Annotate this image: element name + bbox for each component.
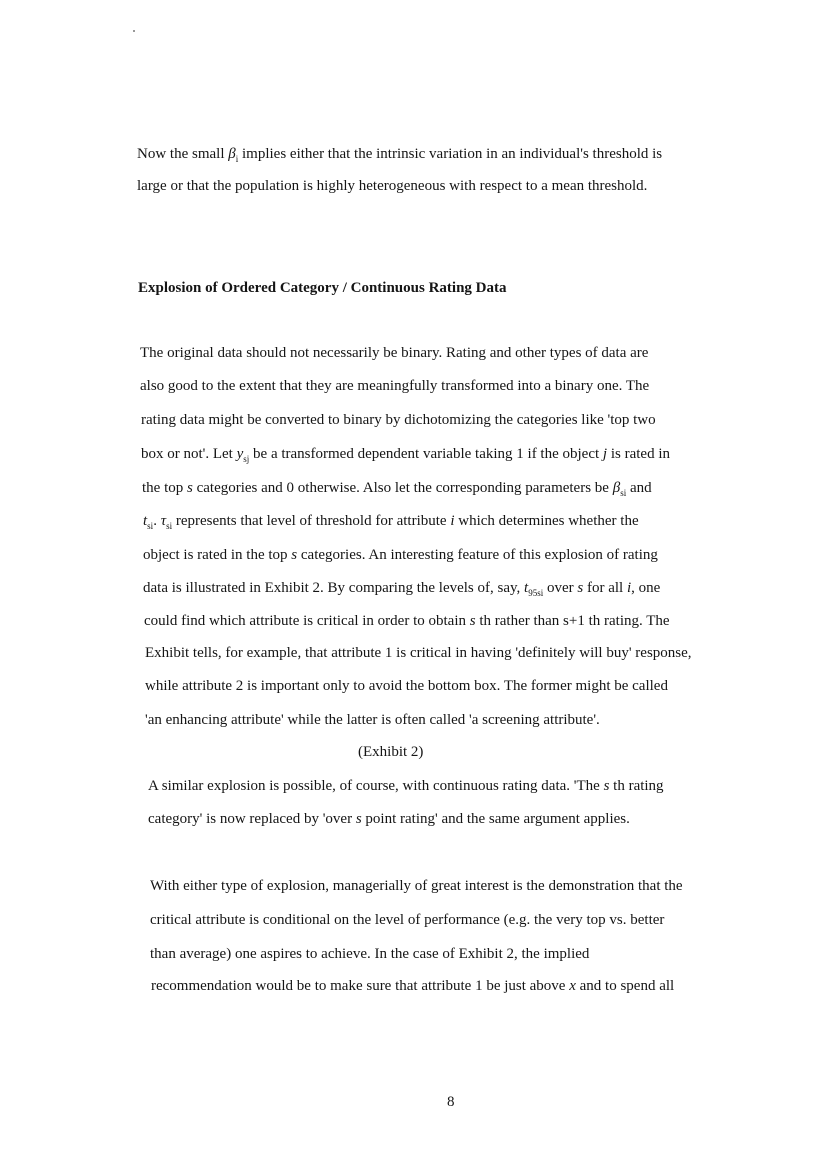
exhibit-reference: (Exhibit 2) bbox=[358, 744, 424, 760]
para2-line3: rating data might be converted to binary by dichotomizing the categories like 'top two bbox=[141, 412, 656, 428]
page-number: 8 bbox=[447, 1094, 455, 1110]
var-j: j bbox=[602, 446, 608, 462]
section-heading: Explosion of Ordered Category / Continuous Rating Data bbox=[138, 280, 507, 296]
text: categories. An interesting feature of this explosion of rating bbox=[297, 547, 658, 563]
var-i: i bbox=[450, 513, 455, 529]
scan-speck bbox=[133, 30, 135, 32]
text: which determines whether the bbox=[454, 513, 639, 529]
para2-line10: Exhibit tells, for example, that attribute 1 is critical in having 'definitely will buy' response, bbox=[145, 645, 692, 661]
var-t: t bbox=[524, 580, 529, 596]
text: recommendation would be to make sure that attribute 1 be just above bbox=[151, 978, 570, 994]
subscript: 95si bbox=[528, 588, 544, 598]
var-t: t bbox=[143, 513, 148, 529]
para4-line1: With either type of explosion, managerially of great interest is the demonstration that the bbox=[150, 878, 683, 894]
subscript: si bbox=[147, 521, 154, 531]
para2-line7 bbox=[143, 545, 658, 565]
para3-line2 bbox=[148, 809, 630, 829]
text: data is illustrated in Exhibit 2. By comparing the levels of, say, bbox=[143, 580, 525, 596]
tau-symbol: τ bbox=[160, 513, 167, 529]
text: A similar explosion is possible, of course, with continuous rating data. 'The bbox=[148, 778, 604, 794]
text: represents that level of threshold for attribute bbox=[172, 513, 451, 529]
para4-line4 bbox=[151, 976, 674, 996]
para2-line11: while attribute 2 is important only to avoid the bottom box. The former might be called bbox=[145, 678, 668, 694]
var-s: s bbox=[291, 547, 298, 563]
para3-line1 bbox=[148, 776, 664, 796]
text: for all bbox=[583, 580, 627, 596]
subscript: sj bbox=[243, 454, 250, 464]
text: , one bbox=[631, 580, 661, 596]
text: could find which attribute is critical in order to obtain bbox=[144, 613, 470, 629]
beta-symbol: β bbox=[612, 480, 621, 496]
text: category' is now replaced by 'over bbox=[148, 811, 356, 827]
text: box or not'. Let bbox=[141, 446, 237, 462]
para2-line2: also good to the extent that they are meaningfully transformed into a binary one. The bbox=[140, 378, 650, 394]
text: . bbox=[153, 513, 161, 529]
para1-line2: large or that the population is highly heterogeneous with respect to a mean threshold. bbox=[137, 178, 648, 194]
para2-line6 bbox=[143, 511, 639, 536]
para2-line4 bbox=[141, 444, 670, 469]
text: categories and 0 otherwise. Also let the corresponding parameters be bbox=[192, 480, 613, 496]
para2-line9 bbox=[144, 611, 670, 631]
text: th rating bbox=[609, 778, 664, 794]
var-y: y bbox=[236, 446, 244, 462]
para2-line8 bbox=[143, 578, 660, 603]
para2-line5 bbox=[142, 478, 652, 503]
para2-line1: The original data should not necessarily be binary. Rating and other types of data are bbox=[140, 345, 649, 361]
text: object is rated in the top bbox=[143, 547, 292, 563]
text: point rating' and the same argument applies. bbox=[361, 811, 630, 827]
para4-line3: than average) one aspires to achieve. In the case of Exhibit 2, the implied bbox=[150, 946, 590, 962]
var-i: i bbox=[626, 580, 632, 596]
para4-line2: critical attribute is conditional on the level of performance (e.g. the very top vs. better bbox=[150, 912, 665, 928]
subscript: si bbox=[166, 521, 173, 531]
text: is rated in bbox=[607, 446, 670, 462]
var-s: s bbox=[469, 613, 476, 629]
para2-line12: 'an enhancing attribute' while the latter is often called 'a screening attribute'. bbox=[145, 712, 600, 728]
text: and to spend all bbox=[575, 978, 675, 994]
subscript: si bbox=[620, 488, 627, 498]
var-s: s bbox=[355, 811, 362, 827]
var-x: x bbox=[569, 978, 576, 994]
var-s: s bbox=[603, 778, 610, 794]
text: and bbox=[626, 480, 652, 496]
var-s: s bbox=[187, 480, 193, 496]
text: the top bbox=[142, 480, 187, 496]
subscript: i bbox=[235, 154, 239, 164]
var-s: s bbox=[577, 580, 584, 596]
text: be a transformed dependent variable taking 1 if the object bbox=[249, 446, 603, 462]
beta-symbol: β bbox=[228, 146, 236, 162]
text: implies either that the intrinsic variation in an individual's threshold is bbox=[238, 146, 663, 162]
para1-line1 bbox=[137, 144, 662, 169]
text: over bbox=[543, 580, 578, 596]
text: th rather than s+1 th rating. The bbox=[475, 613, 670, 629]
text: Now the small bbox=[137, 146, 229, 162]
